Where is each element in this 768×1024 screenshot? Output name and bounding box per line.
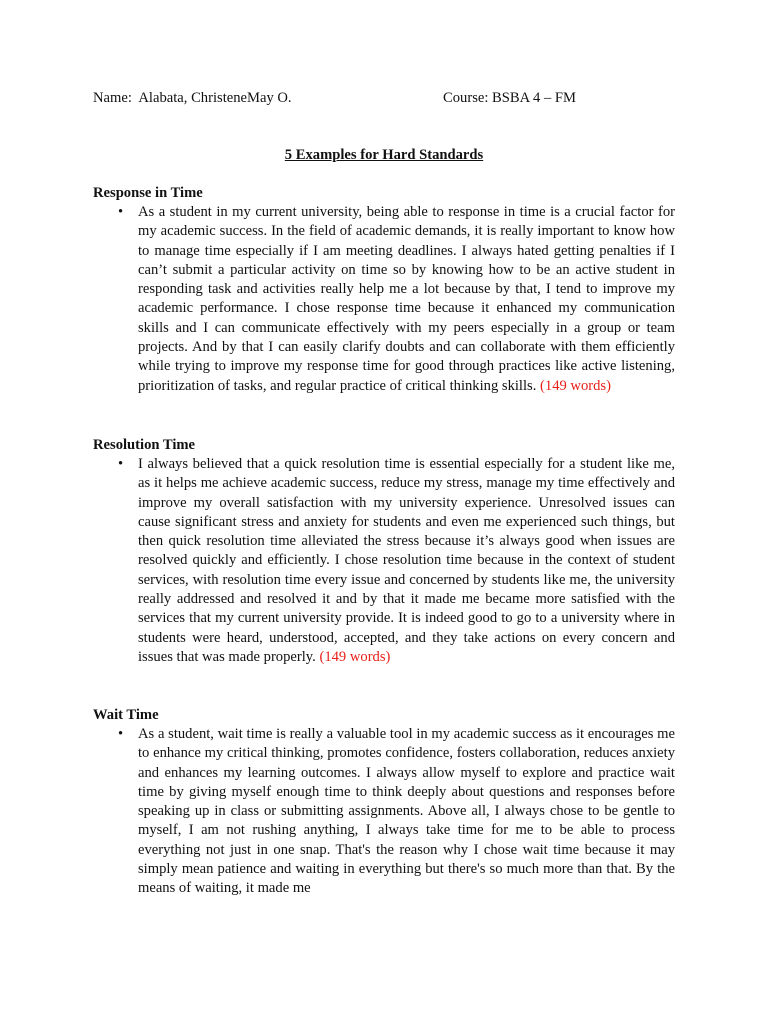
bullet-icon: • xyxy=(118,456,124,472)
section-heading: Wait Time xyxy=(93,707,159,723)
list-item xyxy=(93,455,675,667)
list-item xyxy=(93,725,675,899)
section-heading: Resolution Time xyxy=(93,437,196,453)
paragraph-text: I always believed that a quick resolution time is essential especially for a student like me, as it helps me achieve academic success, reduce my stress, manage my time effectively and improve my overall satisfaction with my university experience. Unresolved issues can cause significant stress and anxiety for students and even me experienced such things, but then quick resolution time alleviated the stress because it’s always good when issues are resolved quickly and efficiently. I chose resolution time because in the context of student services, with resolution time every issue and concerned by students like me, the university really addressed and resolved it and by that it made me became more satisfied with the services that my current university provide. It is indeed good to go to a university where in students were heard, understood, accepted, and they take actions on every concern and issues that was made properly. xyxy=(138,456,675,665)
paragraph-text: As a student, wait time is really a valuable tool in my academic success as it encourages me to enhance my critical thinking, promotes confidence, fosters collaboration, reduces anxiety and enhances my learning outcomes. I always allow myself to explore and practice wait time by giving myself enough time to think deeply about questions and responses before speaking up in class or submitting assignments. Above all, I always chose to be gentle to myself, I am not rushing anything, I always take time for me to be able to process everything not just in one snap. That's the reason why I chose wait time because it may simply mean patience and waiting in everything but there's so much more than that. By the means of waiting, it made me xyxy=(138,726,675,897)
student-name: Name: Alabata, ChristeneMay O. xyxy=(93,90,292,106)
bullet-icon: • xyxy=(118,726,124,742)
paragraph xyxy=(138,725,675,899)
paragraph xyxy=(138,455,675,667)
word-count: (149 words) xyxy=(540,377,611,394)
word-count: (149 words) xyxy=(319,648,391,665)
paragraph xyxy=(138,203,675,396)
document-header xyxy=(93,88,693,108)
section-wait-time xyxy=(93,705,675,899)
document-title: 5 Examples for Hard Standards xyxy=(284,147,484,163)
student-course: Course: BSBA 4 – FM xyxy=(443,90,576,106)
section-heading: Response in Time xyxy=(93,185,203,201)
section-response-in-time xyxy=(93,183,675,396)
paragraph-text: As a student in my current university, being able to response in time is a crucial factor for my academic success. In the field of academic demands, it is really important to know how to manage time especially if I am meeting deadlines. I always hated getting penalties if I can’t submit a particular activity on time so by knowing how to be an active student in responding task and activities really help me a lot because by that, I tend to improve my academic performance. I chose response time because it enhanced my communication skills and I can communicate effectively with my peers especially in a group or team projects. And by that I can easily clarify doubts and can collaborate with them efficiently while trying to improve my response time for good through practices like active listening, prioritization of tasks, and regular practice of critical thinking skills. xyxy=(138,204,675,394)
bullet-icon: • xyxy=(118,204,124,220)
section-resolution-time xyxy=(93,435,675,667)
list-item xyxy=(93,203,675,396)
